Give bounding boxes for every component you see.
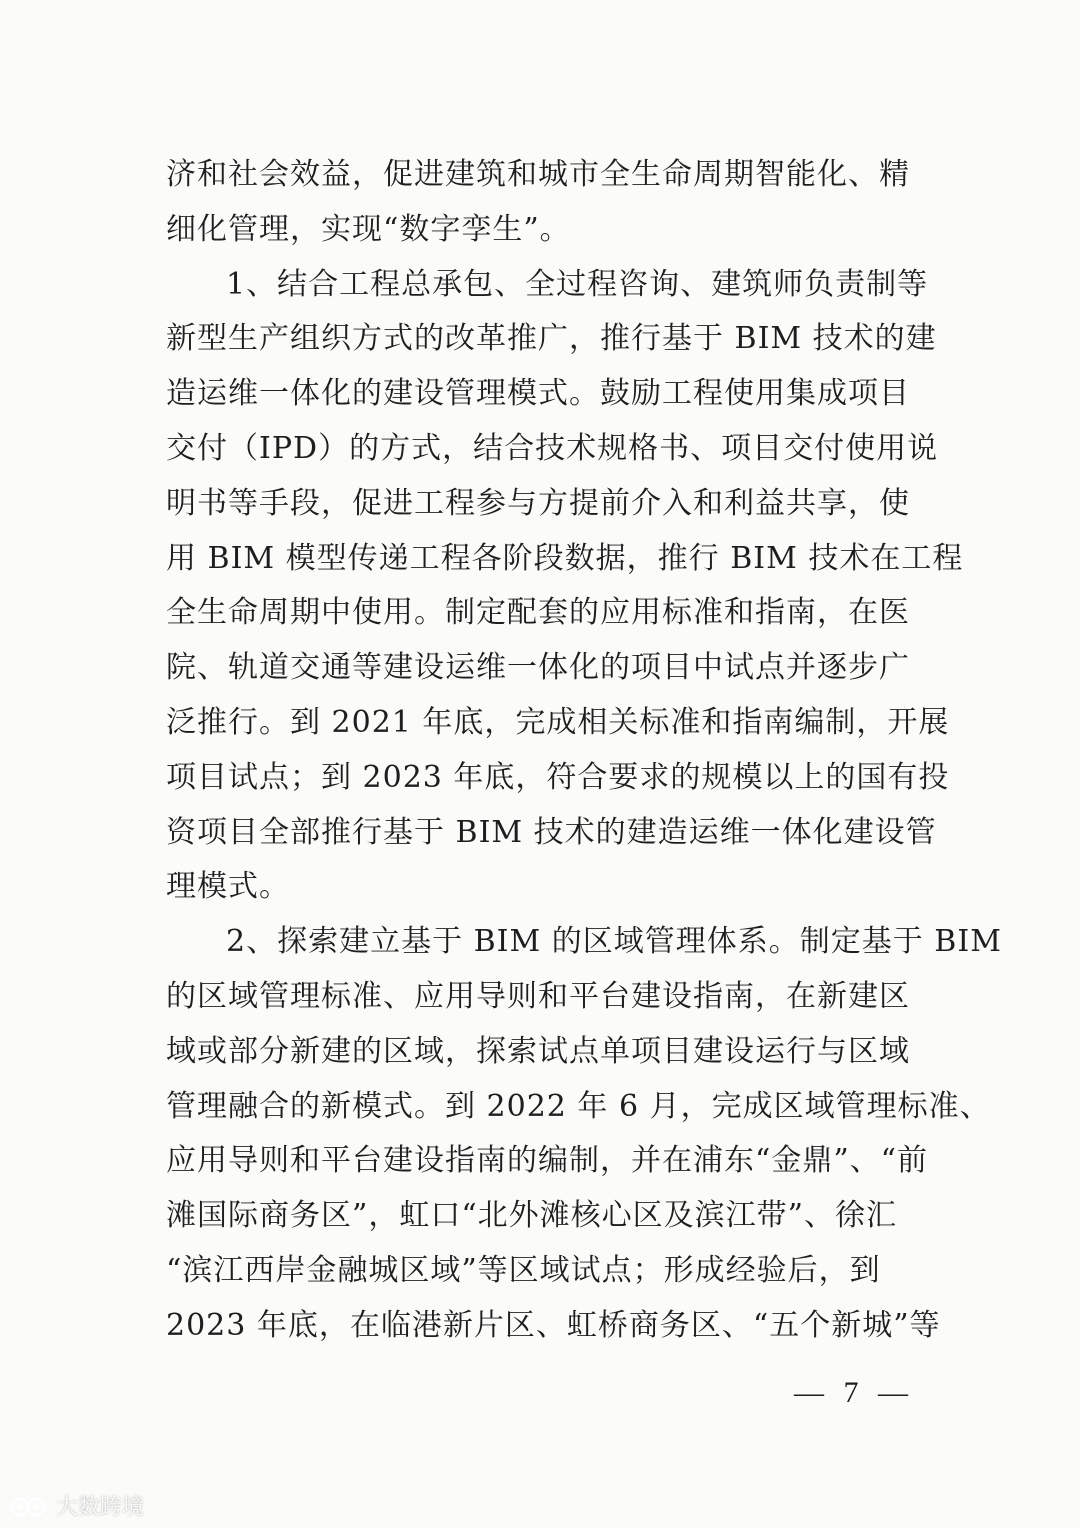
text-line <box>166 1134 929 1189</box>
line-text: 济和社会效益，促进建筑和城市全生命周期智能化、精 <box>166 157 910 192</box>
line-text: 应用导则和平台建设指南的编制，并在浦东“金鼎”、“前 <box>166 1143 929 1179</box>
text-line <box>166 477 918 532</box>
text-line <box>166 1299 941 1354</box>
text-line <box>166 751 950 806</box>
line-text: 明书等手段，促进工程参与方提前介入和利益共享，使 <box>166 485 910 521</box>
text-line <box>166 258 929 313</box>
text-line <box>166 641 918 696</box>
text-line <box>166 148 918 203</box>
line-text: 管理融合的新模式。到 2022 年 6 月，完成区域管理标准、 <box>166 1088 991 1124</box>
watermark <box>10 1490 144 1521</box>
line-text: 交付（IPD）的方式，结合技术规格书、项目交付使用说 <box>166 430 939 466</box>
line-text: 新型生产组织方式的改革推广，推行基于 BIM 技术的建 <box>166 321 937 357</box>
text-line <box>166 696 950 751</box>
text-line <box>166 203 918 258</box>
text-line <box>166 586 918 641</box>
text-line <box>166 1244 918 1299</box>
text-line <box>166 915 1002 970</box>
line-text: 泛推行。到 2021 年底，完成相关标准和指南编制，开展 <box>166 704 950 740</box>
line-text: 域或部分新建的区域，探索试点单项目建设运行与区域 <box>166 1033 910 1069</box>
line-text: 理模式。 <box>166 869 290 905</box>
line-text: 细化管理，实现“数字孪生”。 <box>166 211 571 247</box>
text-line <box>166 1080 991 1135</box>
text-line <box>166 422 939 477</box>
line-text: 1、结合工程总承包、全过程咨询、建筑师负责制等 <box>226 266 929 302</box>
text-line <box>166 806 937 861</box>
line-text: “滨江西岸金融城区域”等区域试点；形成经验后，到 <box>166 1252 881 1288</box>
page-number: — 7 — <box>794 1376 914 1409</box>
watermark-logo-icon <box>10 1494 50 1518</box>
line-text: 项目试点；到 2023 年底，符合要求的规模以上的国有投 <box>166 759 950 795</box>
text-line <box>166 367 918 422</box>
watermark-text: 大数跨境 <box>56 1495 145 1520</box>
line-text: 2023 年底，在临港新片区、虹桥商务区、“五个新城”等 <box>166 1307 941 1343</box>
line-text: 院、轨道交通等建设运维一体化的项目中试点并逐步广 <box>166 650 910 686</box>
line-text: 资项目全部推行基于 BIM 技术的建造运维一体化建设管 <box>166 814 937 850</box>
text-line <box>166 1025 918 1080</box>
line-text: 滩国际商务区”，虹口“北外滩核心区及滨江带”、徐汇 <box>166 1198 898 1234</box>
line-text: 全生命周期中使用。制定配套的应用标准和指南，在医 <box>166 595 910 631</box>
text-line <box>166 1189 918 1244</box>
text-line <box>166 532 964 587</box>
line-text: 用 BIM 模型传递工程各阶段数据，推行 BIM 技术在工程 <box>166 540 964 576</box>
text-line <box>166 312 937 367</box>
line-text: 的区域管理标准、应用导则和平台建设指南，在新建区 <box>166 978 910 1014</box>
line-text: 造运维一体化的建设管理模式。鼓励工程使用集成项目 <box>166 376 910 412</box>
line-text: 2、探索建立基于 BIM 的区域管理体系。制定基于 BIM <box>226 924 1002 960</box>
text-line <box>166 970 918 1025</box>
body-text <box>166 148 1002 1354</box>
text-line <box>166 860 918 915</box>
